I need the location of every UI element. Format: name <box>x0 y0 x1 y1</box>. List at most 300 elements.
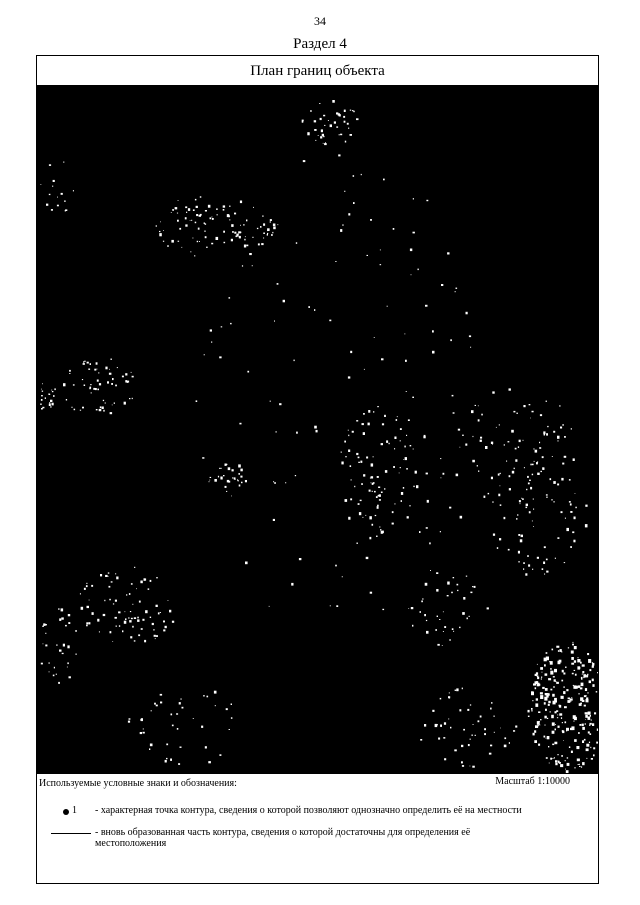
map-speckle <box>585 723 586 724</box>
map-speckle <box>418 269 419 271</box>
map-speckle <box>234 232 236 234</box>
map-speckle <box>544 736 546 738</box>
map-speckle <box>528 710 530 713</box>
map-speckle <box>84 361 86 362</box>
map-speckle <box>585 712 588 714</box>
map-speckle <box>84 588 86 590</box>
map-speckle <box>582 762 585 765</box>
map-speckle <box>544 658 547 662</box>
map-speckle <box>536 698 538 700</box>
map-speckle <box>547 426 548 427</box>
map-speckle <box>564 436 566 438</box>
map-speckle <box>574 721 575 722</box>
map-speckle <box>53 180 55 182</box>
map-speckle <box>258 243 260 245</box>
map-speckle <box>214 479 217 482</box>
map-speckle <box>492 502 494 503</box>
map-speckle <box>533 448 534 449</box>
map-speckle <box>341 462 343 465</box>
map-speckle <box>374 337 375 338</box>
map-speckle <box>330 124 332 127</box>
map-speckle <box>392 523 394 525</box>
map-speckle <box>372 491 373 492</box>
map-speckle <box>232 477 233 478</box>
map-speckle <box>118 611 120 613</box>
map-speckle <box>412 625 413 627</box>
map-speckle <box>550 689 552 691</box>
map-speckle <box>511 430 514 433</box>
map-speckle <box>129 398 130 399</box>
map-speckle <box>573 715 576 719</box>
map-speckle <box>467 618 468 620</box>
map-speckle <box>314 120 316 122</box>
map-speckle <box>563 687 565 688</box>
map-speckle <box>316 430 318 433</box>
map-speckle <box>449 698 450 699</box>
map-speckle <box>142 619 144 621</box>
map-speckle <box>53 675 55 677</box>
map-speckle <box>439 619 440 620</box>
map-speckle <box>432 351 435 354</box>
map-speckle <box>69 676 71 678</box>
map-speckle <box>320 136 322 138</box>
map-speckle <box>532 569 533 570</box>
map-speckle <box>168 600 169 601</box>
map-speckle <box>558 761 560 763</box>
map-speckle <box>538 725 539 726</box>
map-speckle <box>394 448 395 449</box>
map-speckle <box>348 435 349 436</box>
map-speckle <box>96 409 98 410</box>
map-speckle <box>459 447 460 448</box>
map-speckle <box>411 607 414 609</box>
map-speckle <box>550 478 552 480</box>
map-speckle <box>367 255 369 256</box>
map-speckle <box>360 461 362 463</box>
map-speckle <box>426 473 428 475</box>
map-speckle <box>574 739 577 742</box>
map-speckle <box>539 721 540 722</box>
map-speckle <box>105 367 107 370</box>
map-speckle <box>568 647 569 648</box>
map-speckle <box>508 441 510 442</box>
map-speckle <box>436 572 438 574</box>
map-speckle <box>303 160 306 162</box>
map-speckle <box>50 406 51 408</box>
map-speckle <box>369 490 371 492</box>
map-speckle <box>575 686 578 689</box>
map-speckle <box>348 213 350 215</box>
map-speckle <box>323 115 325 117</box>
map-speckle <box>430 570 431 571</box>
map-speckle <box>535 687 537 689</box>
map-speckle <box>529 404 531 405</box>
map-speckle <box>156 225 157 226</box>
map-speckle <box>132 376 134 378</box>
map-speckle <box>440 725 442 727</box>
map-speckle <box>234 213 236 215</box>
map-speckle <box>274 321 275 322</box>
map-speckle <box>523 562 525 564</box>
map-speckle <box>185 217 187 219</box>
map-speckle <box>356 543 358 544</box>
map-speckle <box>45 633 46 634</box>
map-speckle <box>546 494 548 495</box>
map-speckle <box>550 758 552 760</box>
map-speckle <box>369 516 372 519</box>
map-speckle <box>354 486 355 487</box>
map-speckle <box>597 729 598 731</box>
map-speckle <box>57 205 59 207</box>
map-speckle <box>348 450 350 453</box>
map-speckle <box>277 224 278 225</box>
map-speckle <box>487 607 489 609</box>
map-speckle <box>353 111 354 113</box>
map-speckle <box>163 621 165 623</box>
map-speckle <box>449 507 451 509</box>
map-speckle <box>556 646 559 648</box>
map-speckle <box>338 154 340 156</box>
map-speckle <box>423 436 425 438</box>
map-speckle <box>420 739 422 741</box>
map-speckle <box>242 265 243 266</box>
map-speckle <box>140 732 142 734</box>
map-speckle <box>562 722 563 723</box>
map-speckle <box>558 726 560 728</box>
map-speckle <box>380 249 381 250</box>
map-speckle <box>586 758 587 759</box>
map-speckle <box>145 610 148 613</box>
map-speckle <box>134 567 135 568</box>
line-description: - вновь образованная часть контура, сведения о которой достаточны для определения её местоположения <box>95 827 471 849</box>
map-speckle <box>137 619 139 622</box>
map-speckle <box>554 501 555 502</box>
map-speckle <box>377 476 379 478</box>
map-speckle <box>329 320 331 322</box>
map-speckle <box>555 763 557 766</box>
map-speckle <box>353 202 355 204</box>
map-speckle <box>585 524 588 527</box>
map-speckle <box>544 434 545 436</box>
map-speckle <box>532 411 534 413</box>
map-speckle <box>443 473 445 475</box>
map-speckle <box>348 128 349 129</box>
map-speckle <box>220 477 222 480</box>
map-speckle <box>345 141 346 143</box>
map-speckle <box>352 110 353 111</box>
map-speckle <box>411 274 412 275</box>
map-speckle <box>272 232 273 233</box>
map-speckle <box>214 691 217 694</box>
map-speckle <box>484 496 486 498</box>
map-speckle <box>400 428 402 430</box>
map-speckle <box>555 729 557 731</box>
map-speckle <box>590 747 591 748</box>
map-speckle <box>493 716 494 717</box>
map-speckle <box>42 383 43 384</box>
map-speckle <box>245 236 246 237</box>
map-speckle <box>100 406 102 408</box>
map-speckle <box>533 499 534 500</box>
map-speckle <box>459 627 460 628</box>
map-speckle <box>526 504 528 507</box>
map-speckle <box>533 683 536 685</box>
map-speckle <box>205 236 207 238</box>
map-speckle <box>563 691 565 694</box>
map-speckle <box>112 405 113 406</box>
map-speckle <box>544 702 546 704</box>
map-speckle <box>540 719 542 720</box>
map-speckle <box>143 732 145 734</box>
map-speckle <box>46 624 47 625</box>
map-speckle <box>593 747 595 749</box>
map-speckle <box>181 247 182 248</box>
map-speckle <box>122 376 124 378</box>
map-speckle <box>587 692 588 693</box>
map-speckle <box>74 409 76 411</box>
map-speckle <box>108 576 109 577</box>
map-speckle <box>393 228 395 230</box>
map-speckle <box>449 692 450 693</box>
map-speckle <box>518 551 520 554</box>
map-speckle <box>130 611 131 612</box>
map-speckle <box>143 728 144 729</box>
map-speckle <box>277 283 279 285</box>
map-speckle <box>94 369 96 371</box>
map-speckle <box>401 500 402 502</box>
map-speckle <box>376 536 378 537</box>
map-speckle <box>533 526 534 527</box>
map-speckle <box>477 465 478 466</box>
map-speckle <box>543 562 545 565</box>
map-speckle <box>295 475 296 476</box>
map-speckle <box>344 121 346 123</box>
map-speckle <box>356 420 358 421</box>
map-speckle <box>244 239 245 241</box>
map-speckle <box>527 476 529 478</box>
map-speckle <box>352 431 354 433</box>
map-speckle <box>520 539 523 542</box>
map-speckle <box>211 217 212 218</box>
map-speckle <box>270 221 271 222</box>
map-speckle <box>585 715 588 718</box>
map-speckle <box>223 209 225 211</box>
map-speckle <box>371 482 372 483</box>
map-speckle <box>394 437 396 440</box>
map-speckle <box>589 680 591 683</box>
map-speckle <box>230 323 232 324</box>
map-speckle <box>522 498 524 500</box>
map-speckle <box>325 142 326 143</box>
map-speckle <box>42 391 43 392</box>
map-speckle <box>114 403 115 404</box>
map-speckle <box>193 718 194 719</box>
map-speckle <box>559 705 561 708</box>
map-speckle <box>96 362 98 364</box>
map-speckle <box>550 668 552 670</box>
map-speckle <box>360 500 362 501</box>
map-speckle <box>163 629 165 631</box>
contour-line-icon <box>51 833 91 834</box>
map-speckle <box>269 606 270 607</box>
map-speckle <box>343 116 345 118</box>
map-speckle <box>588 731 590 733</box>
map-speckle <box>344 110 346 112</box>
map-speckle <box>200 214 202 216</box>
map-speckle <box>211 243 213 245</box>
map-speckle <box>392 511 394 513</box>
map-speckle <box>536 681 538 684</box>
map-speckle <box>539 442 540 443</box>
map-speckle <box>127 382 128 383</box>
map-speckle <box>178 241 180 242</box>
map-speckle <box>139 601 141 603</box>
map-speckle <box>577 666 580 669</box>
map-speckle <box>356 453 358 455</box>
map-speckle <box>565 721 567 723</box>
map-speckle <box>596 742 598 744</box>
map-speckle <box>68 622 70 624</box>
map-speckle <box>319 103 320 104</box>
map-speckle <box>585 688 587 691</box>
map-speckle <box>56 674 57 675</box>
map-speckle <box>586 748 589 751</box>
map-speckle <box>540 471 542 472</box>
map-speckle <box>426 527 428 529</box>
map-speckle <box>62 653 64 654</box>
map-speckle <box>450 339 452 341</box>
map-speckle <box>223 231 225 233</box>
map-speckle <box>160 612 161 613</box>
map-speckle <box>531 691 532 692</box>
map-speckle <box>570 503 572 505</box>
map-speckle <box>48 394 50 395</box>
map-speckle <box>545 688 548 691</box>
map-speckle <box>149 748 150 750</box>
map-speckle <box>350 134 353 136</box>
map-speckle <box>204 354 205 355</box>
map-speckle <box>532 700 533 701</box>
map-speckle <box>404 334 405 335</box>
map-speckle <box>103 614 106 616</box>
map-speckle <box>590 723 592 725</box>
map-speckle <box>458 429 460 431</box>
map-speckle <box>185 206 187 208</box>
map-speckle <box>107 381 109 383</box>
map-speckle <box>207 696 209 698</box>
map-speckle <box>238 473 240 475</box>
map-speckle <box>571 697 572 698</box>
map-speckle <box>427 500 429 503</box>
map-speckle <box>267 233 268 234</box>
map-speckle <box>370 592 372 594</box>
map-speckle <box>340 134 342 136</box>
plan-frame <box>36 55 599 884</box>
map-speckle <box>542 467 544 470</box>
map-speckle <box>40 404 42 405</box>
map-speckle <box>524 467 525 468</box>
map-speckle <box>377 506 379 509</box>
map-speckle <box>540 667 543 670</box>
map-speckle <box>592 663 594 666</box>
map-speckle <box>580 697 583 701</box>
map-speckle <box>485 446 488 449</box>
map-speckle <box>574 646 577 649</box>
map-speckle <box>175 207 178 209</box>
map-speckle <box>405 457 407 460</box>
map-speckle <box>451 592 453 594</box>
map-speckle <box>546 401 547 402</box>
map-speckle <box>358 503 360 505</box>
map-speckle <box>132 604 133 605</box>
section-title: Раздел 4 <box>293 36 347 52</box>
map-speckle <box>358 457 360 459</box>
map-speckle <box>216 237 219 240</box>
map-speckle <box>111 581 113 582</box>
map-speckle <box>538 684 541 686</box>
map-speckle <box>568 698 570 700</box>
map-speckle <box>491 442 493 444</box>
map-speckle <box>470 704 471 705</box>
map-speckle <box>124 611 125 612</box>
map-speckle <box>498 494 500 497</box>
map-speckle <box>177 213 178 214</box>
map-speckle <box>406 435 407 436</box>
map-speckle <box>239 236 241 239</box>
map-speckle <box>194 255 195 256</box>
map-speckle <box>579 764 580 765</box>
map-speckle <box>546 571 548 573</box>
map-speckle <box>270 401 271 402</box>
map-speckle <box>521 498 522 499</box>
map-speckle <box>181 698 182 699</box>
map-speckle <box>68 614 70 616</box>
map-speckle <box>383 179 385 181</box>
map-speckle <box>166 744 168 746</box>
map-speckle <box>350 351 352 353</box>
map-speckle <box>509 388 511 390</box>
map-speckle <box>180 747 182 748</box>
map-speckle <box>150 617 151 618</box>
map-speckle <box>238 480 240 481</box>
map-speckle <box>500 728 501 729</box>
map-speckle <box>468 744 470 746</box>
map-speckle <box>534 740 537 743</box>
map-speckle <box>542 672 543 673</box>
map-speckle <box>518 446 519 448</box>
map-speckle <box>410 249 412 252</box>
map-speckle <box>67 645 69 648</box>
map-speckle <box>409 505 410 506</box>
map-speckle <box>550 661 553 665</box>
map-speckle <box>444 758 446 760</box>
map-speckle <box>490 708 492 710</box>
map-speckle <box>210 477 212 478</box>
map-speckle <box>555 760 558 762</box>
map-speckle <box>353 175 355 177</box>
map-speckle <box>262 216 263 217</box>
map-speckle <box>176 713 178 714</box>
map-speckle <box>509 488 511 490</box>
map-speckle <box>582 740 584 743</box>
map-speckle <box>58 608 59 610</box>
map-speckle <box>172 209 174 211</box>
map-speckle <box>156 705 158 707</box>
map-speckle <box>302 121 304 123</box>
map-speckle <box>526 489 527 490</box>
map-speckle <box>105 402 106 403</box>
map-speckle <box>412 397 414 398</box>
